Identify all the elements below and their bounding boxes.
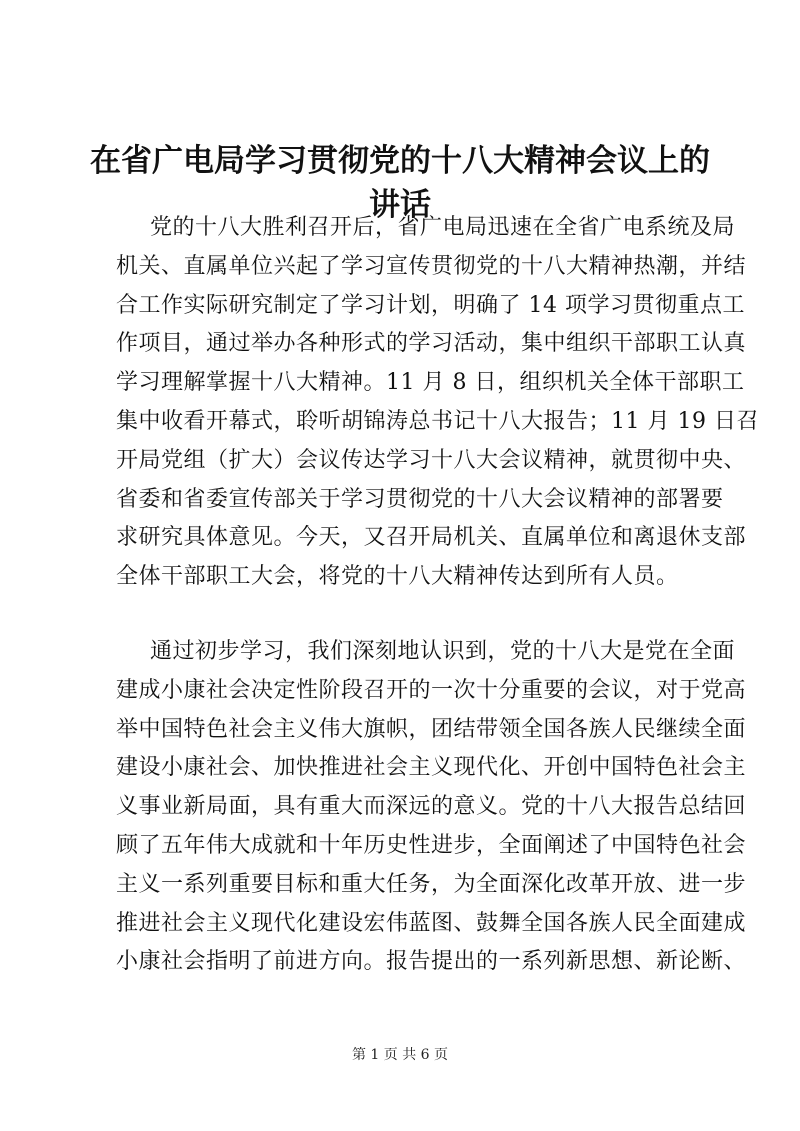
paragraph-line: 作项目，通过举办各种形式的学习活动，集中组织干部职工认真 [116, 331, 747, 357]
paragraph-line: 通过初步学习，我们深刻地认识到，党的十八大是党在全面 [150, 639, 736, 664]
paragraph-1 [116, 209, 759, 597]
paragraph-line: 机关、直属单位兴起了学习宣传贯彻党的十八大精神热潮，并结 [116, 253, 747, 279]
paragraph-line: 合工作实际研究制定了学习计划，明确了 14 项学习贯彻重点工 [116, 292, 745, 318]
paragraph-line: 顾了五年伟大成就和十年历史性进步，全面阐述了中国特色社会 [116, 832, 747, 858]
paragraph-line: 推进社会主义现代化建设宏伟蓝图、鼓舞全国各族人民全面建成 [116, 910, 747, 936]
paragraph-line: 举中国特色社会主义伟大旗帜，团结带领全国各族人民继续全面 [116, 716, 747, 742]
paragraph-2 [116, 633, 747, 982]
paragraph-line: 学习理解掌握十八大精神。11 月 8 日，组织机关全体干部职工 [116, 370, 745, 396]
title-line: 讲话 [369, 187, 431, 223]
paragraph-line: 建成小康社会决定性阶段召开的一次十分重要的会议，对于党高 [116, 677, 747, 703]
paragraph-line: 省委和省委宣传部关于学习贯彻党的十八大会议精神的部署要 [116, 486, 724, 512]
title-line: 在省广电局学习贯彻党的十八大精神会议上的 [90, 143, 710, 179]
paragraph-line: 义事业新局面，具有重大而深远的意义。党的十八大报告总结回 [116, 794, 747, 820]
paragraph-line: 党的十八大胜利召开后，省广电局迅速在全省广电系统及局 [150, 215, 736, 240]
paragraph-line: 全体干部职工大会，将党的十八大精神传达到所有人员。 [116, 564, 679, 590]
paragraph-line: 建设小康社会、加快推进社会主义现代化、开创中国特色社会主 [116, 755, 747, 781]
page-footer: 第 1 页 共 6 页 [351, 1047, 449, 1063]
paragraph-line: 集中收看开幕式，聆听胡锦涛总书记十八大报告；11 月 19 日召 [116, 408, 759, 434]
paragraph-line: 小康社会指明了前进方向。报告提出的一系列新思想、新论断、 [116, 949, 747, 975]
paragraph-line: 开局党组（扩大）会议传达学习十八大会议精神，就贯彻中央、 [116, 447, 747, 473]
paragraph-line: 求研究具体意见。今天，又召开局机关、直属单位和离退休支部 [116, 525, 747, 551]
paragraph-line: 主义一系列重要目标和重大任务，为全面深化改革开放、进一步 [116, 871, 747, 897]
